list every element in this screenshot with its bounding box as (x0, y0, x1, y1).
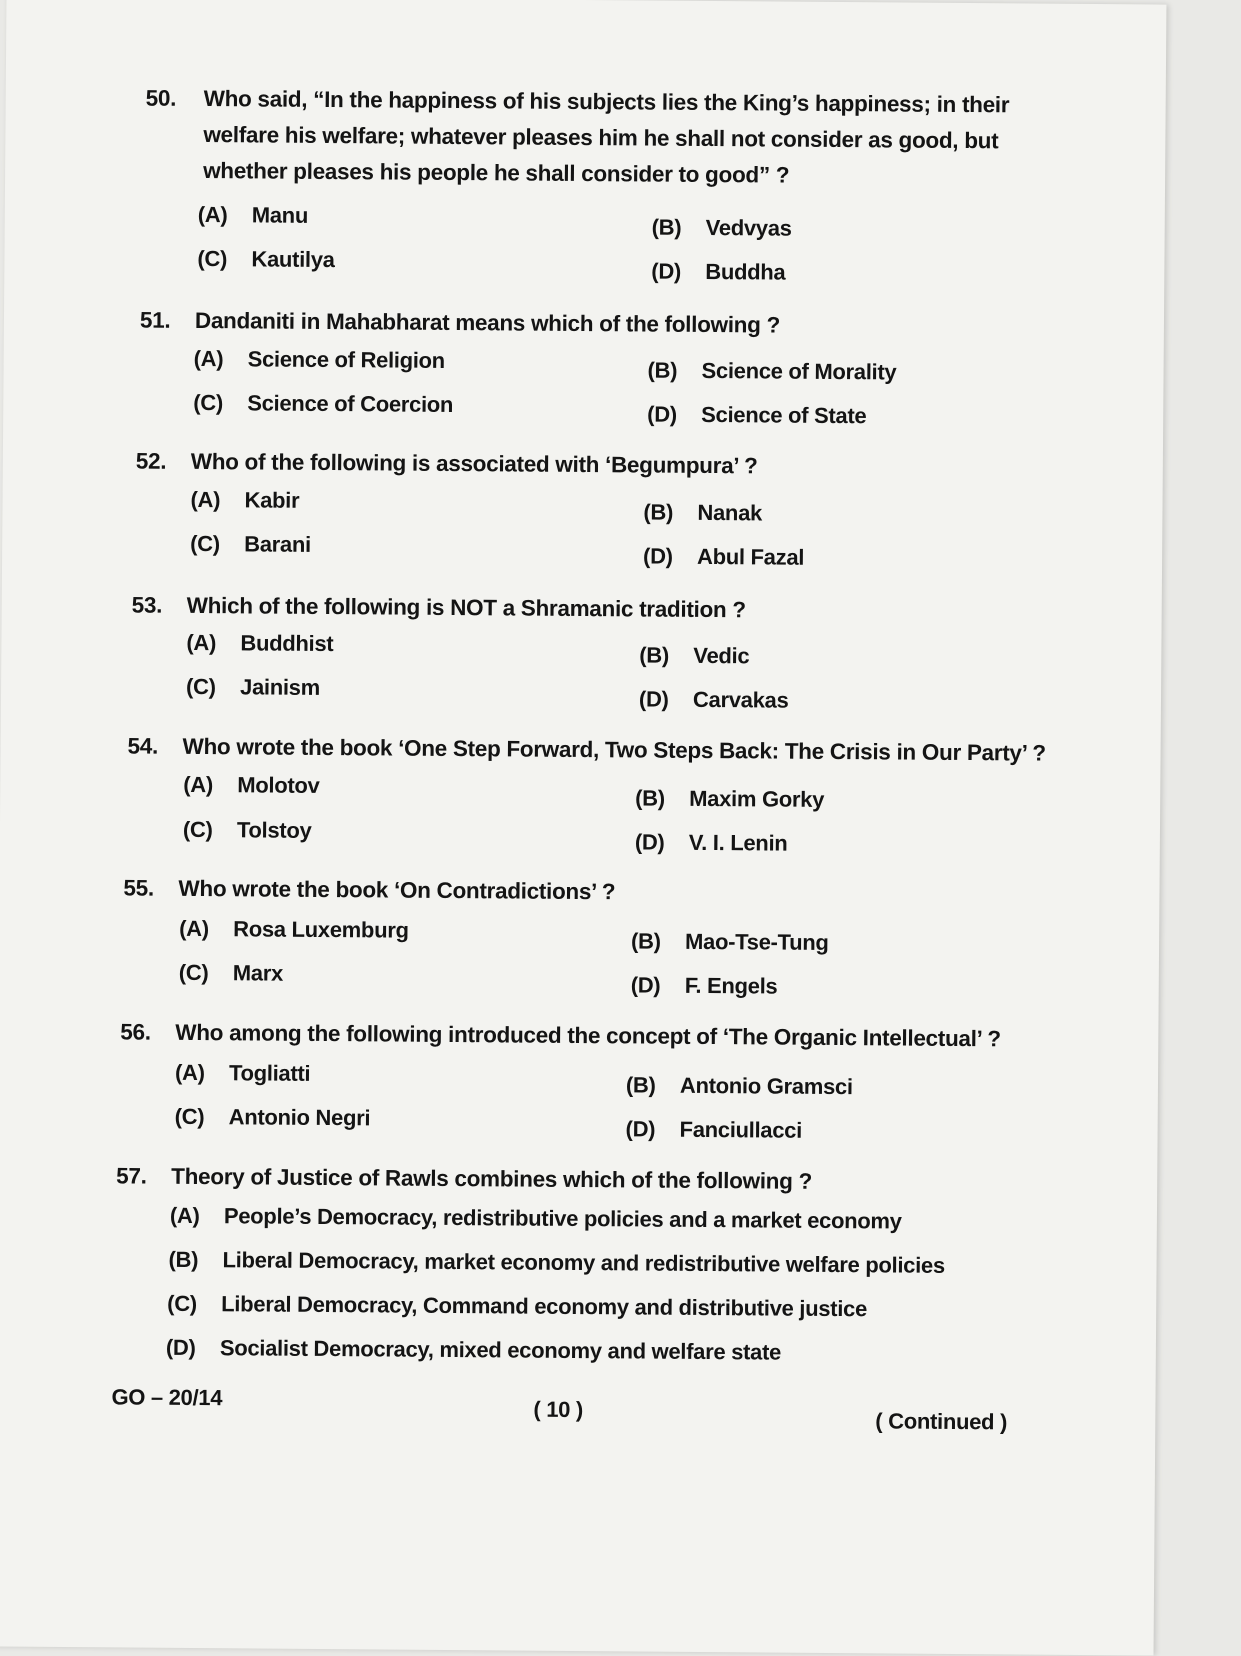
option-a: (A) Togliatti (174, 1059, 311, 1086)
option-a: (A) Molotov (183, 771, 320, 798)
question-50 (145, 81, 1066, 188)
option-b: (B) Vedic (639, 642, 750, 669)
option-a: (A) People’s Democracy, redistributive policies and a market economy (169, 1202, 902, 1234)
option-c: (C) Barani (190, 530, 311, 557)
question-text: Who of the following is associated with ‘Begumpura’ ? (190, 448, 758, 479)
option-d: (D) Carvakas (638, 686, 789, 713)
option-a: (A) Buddhist (186, 629, 334, 657)
option-c: (C) Antonio Negri (174, 1103, 371, 1131)
paper-code: GO – 20/14 (111, 1384, 223, 1411)
option-a: (A) Kabir (190, 486, 300, 513)
question-57 (116, 1158, 1036, 1194)
option-b: (B) Liberal Democracy, market economy and redistributive welfare policies (168, 1246, 945, 1278)
option-b: (B) Science of Morality (647, 357, 897, 385)
question-54 (127, 728, 1068, 766)
question-text: Who wrote the book ‘One Step Forward, Two Steps Back: The Crisis in Our Party’ ? (182, 733, 1046, 766)
continued-label: ( Continued ) (875, 1408, 1008, 1435)
option-b: (B) Vedvyas (651, 214, 792, 241)
option-d: (D) Abul Fazal (643, 543, 805, 570)
option-b: (B) Mao-Tse-Tung (630, 928, 829, 955)
page-number: ( 10 ) (533, 1396, 584, 1423)
question-55 (123, 870, 1044, 905)
question-56 (120, 1014, 1061, 1052)
question-text: Who among the following introduced the concept of ‘The Organic Intellectual’ ? (175, 1019, 1001, 1052)
question-number: 50. (145, 85, 177, 111)
option-c: (C) Liberal Democracy, Command economy and distributive justice (167, 1290, 868, 1322)
question-53 (131, 587, 1052, 623)
question-text: Theory of Justice of Rawls combines which of the following ? (171, 1163, 813, 1194)
option-c: (C) Marx (178, 959, 284, 986)
option-d: (D) V. I. Lenin (634, 829, 788, 856)
question-number: 57. (116, 1163, 147, 1189)
option-a: (A) Manu (197, 201, 309, 228)
option-d: (D) Buddha (651, 258, 786, 285)
question-number: 52. (135, 448, 167, 474)
question-number: 54. (127, 733, 159, 759)
option-b: (B) Nanak (643, 499, 763, 526)
question-number: 56. (120, 1019, 151, 1045)
question-text: Which of the following is NOT a Shramanic tradition ? (186, 592, 746, 623)
option-c: (C) Jainism (185, 673, 321, 700)
question-text: Who wrote the book ‘On Contradictions’ ? (178, 875, 616, 905)
question-52 (135, 444, 1056, 479)
question-51 (139, 303, 1060, 338)
question-number: 51. (139, 307, 171, 333)
option-d: (D) F. Engels (630, 972, 778, 999)
question-text: Dandaniti in Mahabharat means which of the following ? (194, 307, 781, 338)
option-c: (C) Tolstoy (182, 816, 312, 843)
option-c: (C) Science of Coercion (193, 389, 454, 417)
option-a: (A) Rosa Luxemburg (179, 915, 409, 943)
option-d: (D) Science of State (647, 401, 867, 429)
question-number: 53. (131, 592, 163, 618)
option-b: (B) Maxim Gorky (635, 785, 825, 812)
option-d: (D) Fanciullacci (625, 1116, 803, 1143)
option-d: (D) Socialist Democracy, mixed economy and welfare state (165, 1334, 782, 1365)
question-number: 55. (123, 875, 154, 901)
option-a: (A) Science of Religion (193, 345, 445, 373)
option-c: (C) Kautilya (197, 245, 335, 273)
option-b: (B) Antonio Gramsci (625, 1072, 853, 1100)
question-text: Who said, “In the happiness of his subjects lies the King’s happiness; in their welfare his welfare; whatever pleases him he shall not consider as good, but whether pleases his people he shall consider to good” ? (203, 86, 1010, 188)
